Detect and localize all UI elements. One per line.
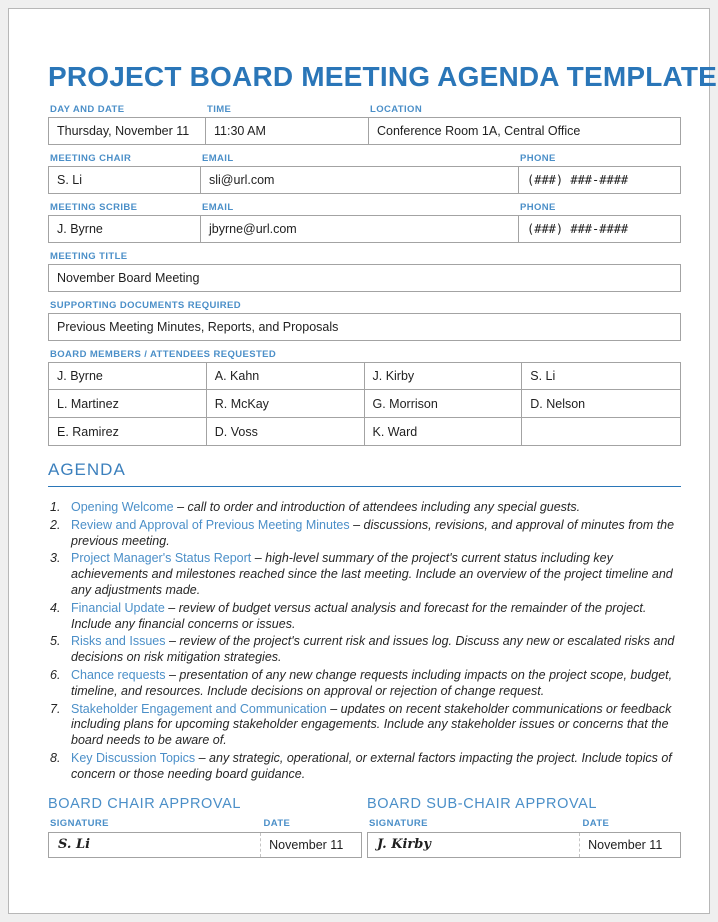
board-member-cell[interactable]: S. Li [530, 369, 556, 383]
agenda-item-desc: – review of the project's current risk and issues log. Discuss any new or escalated risks and decisions on risk mitigation strategies. [71, 634, 675, 665]
agenda-item [48, 500, 681, 516]
agenda-item-number: 6. [50, 667, 61, 682]
agenda-item-link[interactable]: Chance requests [71, 667, 166, 682]
scribe-name-field[interactable]: J. Byrne [49, 216, 201, 242]
meeting-info-group [48, 104, 681, 145]
meeting-scribe-labels [48, 202, 681, 213]
agenda-item-link[interactable]: Review and Approval of Previous Meeting Minutes [71, 517, 350, 532]
agenda-item [48, 634, 681, 666]
board-chair-approval-heading: BOARD CHAIR APPROVAL [48, 795, 242, 812]
meeting-chair-label: MEETING CHAIR [50, 153, 132, 164]
meeting-title-field[interactable]: November Board Meeting [57, 271, 200, 285]
agenda-item-number: 2. [50, 517, 61, 532]
time-field[interactable]: 11:30 AM [206, 118, 369, 144]
chair-email-field[interactable]: sli@url.com [201, 167, 519, 193]
agenda-item [48, 668, 681, 700]
agenda-item [48, 518, 681, 550]
board-sub-chair-approval-heading: BOARD SUB-CHAIR APPROVAL [367, 795, 598, 812]
location-field[interactable]: Conference Room 1A, Central Office [377, 124, 581, 138]
agenda-item-link[interactable]: Project Manager's Status Report [71, 551, 252, 566]
agenda-item [48, 601, 681, 633]
agenda-list [48, 500, 681, 783]
chair-signature-label: SIGNATURE [50, 817, 109, 829]
agenda-item-number: 4. [50, 600, 61, 615]
meeting-scribe-group [48, 202, 681, 243]
chair-date-label: DATE [263, 817, 291, 829]
document-page [8, 8, 718, 914]
agenda-item-text [71, 601, 681, 633]
chair-name-field[interactable]: S. Li [49, 167, 201, 193]
scribe-email-label: EMAIL [202, 202, 234, 213]
board-member-cell[interactable]: J. Byrne [49, 363, 207, 389]
sub-chair-signature-label: SIGNATURE [369, 817, 428, 829]
chair-phone-field[interactable]: (###) ###-#### [527, 173, 629, 187]
meeting-chair-group [48, 153, 681, 194]
sub-chair-signature-field[interactable]: J. Kirby [368, 833, 580, 857]
sub-chair-date-label: DATE [582, 817, 610, 829]
agenda-item-link[interactable]: Key Discussion Topics [71, 750, 196, 765]
board-member-cell[interactable] [522, 418, 680, 445]
chair-date-field[interactable]: November 11 [269, 837, 344, 852]
agenda-item-number: 5. [50, 634, 61, 649]
agenda-item [48, 702, 681, 749]
agenda-item-desc: – any strategic, operational, or external factors impacting the project. Include topics of concern or those needing board guidance. [71, 750, 672, 781]
agenda-heading: AGENDA [48, 460, 681, 487]
agenda-item-desc: – high-level summary of the project's current status including key achievements and milestones reached since the last meeting. Include an overview of the project timeline and any adjustments made. [71, 551, 673, 597]
chair-signature-field[interactable]: S. Li [49, 833, 261, 857]
scribe-email-field[interactable]: jbyrne@url.com [201, 216, 519, 242]
chair-signature-box [48, 832, 362, 858]
board-chair-approval [48, 796, 362, 858]
scribe-phone-label: PHONE [520, 202, 556, 213]
sub-chair-signature-box [367, 832, 681, 858]
meeting-title-row [48, 264, 681, 292]
board-member-cell[interactable]: K. Ward [365, 418, 523, 445]
time-label: TIME [207, 104, 232, 115]
agenda-item [48, 551, 681, 598]
meeting-chair-labels [48, 153, 681, 164]
agenda-item [48, 751, 681, 783]
page-title: PROJECT BOARD MEETING AGENDA TEMPLATE [48, 61, 718, 92]
agenda-item-desc: – discussions, revisions, and approval of minutes from the previous meeting. [71, 517, 675, 548]
agenda-item-text [71, 518, 681, 550]
board-member-cell[interactable]: D. Voss [207, 418, 365, 445]
location-label: LOCATION [370, 104, 423, 115]
meeting-scribe-row [48, 215, 681, 243]
supporting-docs-field[interactable]: Previous Meeting Minutes, Reports, and Proposals [57, 320, 339, 334]
agenda-item-number: 7. [50, 701, 61, 716]
meeting-info-labels [48, 104, 681, 115]
meeting-title-label: MEETING TITLE [50, 251, 128, 262]
board-member-cell[interactable]: E. Ramirez [49, 418, 207, 445]
agenda-item-link[interactable]: Risks and Issues [71, 634, 166, 649]
agenda-item-text [71, 634, 681, 666]
chair-phone-label: PHONE [520, 153, 556, 164]
supporting-docs-label: SUPPORTING DOCUMENTS REQUIRED [50, 300, 242, 311]
agenda-item-text [71, 702, 681, 749]
agenda-item-desc: – review of budget versus actual analysis and forecast for the remainder of the project. Include any financial concerns or issues. [71, 600, 647, 631]
agenda-item-text [71, 551, 681, 598]
board-member-cell[interactable]: A. Kahn [207, 363, 365, 389]
approvals-section [48, 796, 681, 858]
agenda-item-text [71, 500, 681, 516]
agenda-item-number: 1. [50, 500, 61, 514]
meeting-info-row [48, 117, 681, 145]
sub-chair-date-field[interactable]: November 11 [588, 837, 663, 852]
board-member-cell[interactable]: J. Kirby [365, 363, 523, 389]
scribe-phone-field[interactable]: (###) ###-#### [527, 222, 629, 236]
sub-chair-signature-labels [367, 818, 681, 829]
agenda-item-text [71, 751, 681, 783]
agenda-item-link[interactable]: Stakeholder Engagement and Communication [71, 701, 327, 716]
agenda-item-desc: – presentation of any new change requests including impacts on the project scope, budget, timeline, and resources. Include decisions on approval or rejection of change request. [71, 667, 673, 698]
agenda-item-desc: – updates on recent stakeholder communications or feedback including plans for upcoming stakeholder engagements. Include any stakeholder issues or concerns that the board needs to be aware of. [71, 701, 672, 748]
board-members-row [48, 390, 681, 418]
day-and-date-label: DAY AND DATE [50, 104, 125, 115]
chair-signature-labels [48, 818, 362, 829]
board-members-row [48, 362, 681, 390]
board-member-cell[interactable]: R. McKay [207, 390, 365, 417]
board-members-group [48, 349, 681, 446]
agenda-item-number: 8. [50, 750, 61, 765]
meeting-scribe-label: MEETING SCRIBE [50, 202, 138, 213]
meeting-chair-row [48, 166, 681, 194]
supporting-docs-group [48, 300, 681, 341]
board-sub-chair-approval [367, 796, 681, 858]
agenda-item-link[interactable]: Opening Welcome [71, 500, 174, 514]
board-members-labels [48, 349, 681, 360]
day-and-date-field[interactable]: Thursday, November 11 [49, 118, 206, 144]
meeting-title-labels [48, 251, 681, 262]
agenda-item-text [71, 668, 681, 700]
agenda-item-link[interactable]: Financial Update [71, 600, 165, 615]
board-member-cell[interactable]: L. Martinez [49, 390, 207, 417]
board-member-cell[interactable]: D. Nelson [530, 396, 586, 411]
agenda-item-desc: – call to order and introduction of attendees including any special guests. [173, 500, 581, 514]
supporting-docs-row [48, 313, 681, 341]
board-member-cell[interactable]: G. Morrison [365, 390, 523, 417]
supporting-docs-labels [48, 300, 681, 311]
agenda-item-number: 3. [50, 551, 61, 566]
chair-email-label: EMAIL [202, 153, 234, 164]
board-members-row [48, 418, 681, 446]
meeting-title-group [48, 251, 681, 292]
board-members-label: BOARD MEMBERS / ATTENDEES REQUESTED [50, 349, 277, 360]
